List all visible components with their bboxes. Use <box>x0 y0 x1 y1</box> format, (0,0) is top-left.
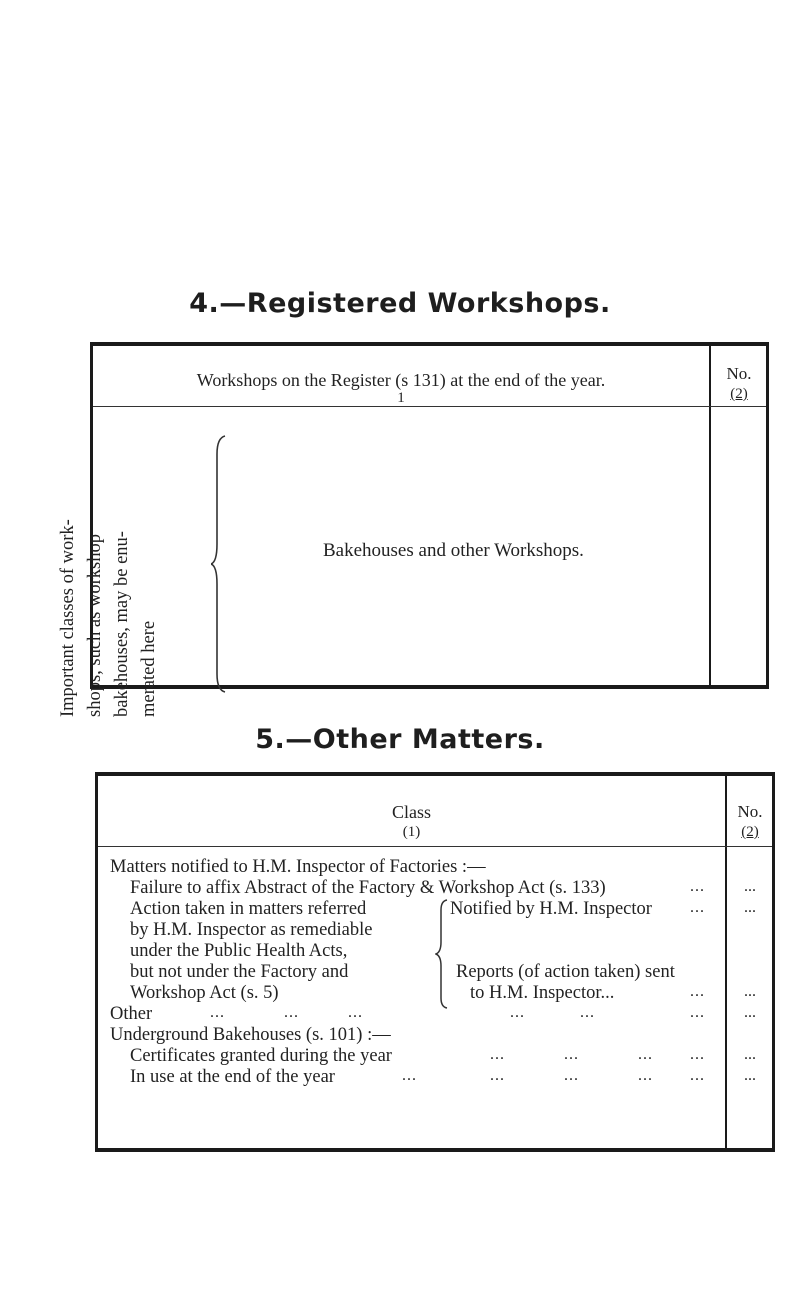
header-col1-number: 1 <box>397 390 405 406</box>
header-no: No. <box>726 364 752 383</box>
leader-dots: ... <box>690 1067 705 1084</box>
leader-dots: ... <box>690 899 705 916</box>
vertical-note-line: bakehouses, may be enu- <box>112 531 132 717</box>
leader-dots: ... <box>690 1004 705 1021</box>
leader-dots: ... <box>284 1004 299 1021</box>
brace-icon <box>435 898 451 1010</box>
header-col2-number: (2) <box>741 824 759 840</box>
header-class: Class <box>391 802 431 822</box>
row-action-taken-cont: but not under the Factory and <box>130 962 349 982</box>
registered-workshops-table <box>58 342 769 717</box>
brace-item-reports: Reports (of action taken) sent <box>456 962 675 982</box>
vertical-note <box>55 449 163 717</box>
section-4-title: 4.—Registered Workshops. <box>189 288 611 319</box>
value-in-use: ... <box>744 1067 756 1084</box>
row-action-taken: Action taken in matters referred <box>130 899 367 919</box>
brace-item-notified: Notified by H.M. Inspector <box>450 899 652 919</box>
bakehouses-row-label: Bakehouses and other Workshops. <box>323 540 584 561</box>
leader-dots: ... <box>580 1004 595 1021</box>
leader-dots: ... <box>348 1004 363 1021</box>
row-action-taken-cont: under the Public Health Acts, <box>130 941 348 961</box>
leader-dots: ... <box>510 1004 525 1021</box>
row-action-taken-cont: Workshop Act (s. 5) <box>130 983 279 1003</box>
row-certificates-granted: Certificates granted during the year <box>130 1046 392 1066</box>
brace-item-reports-cont: to H.M. Inspector... <box>470 983 615 1003</box>
brace-icon <box>211 434 241 694</box>
leader-dots: ... <box>638 1067 653 1084</box>
value-reports: ... <box>744 983 756 1000</box>
leader-dots: ... <box>402 1067 417 1084</box>
vertical-note-line: Important classes of work- <box>58 519 78 717</box>
row-matters-notified: Matters notified to H.M. Inspector of Factories :— <box>110 857 486 877</box>
value-other: ... <box>744 1004 756 1021</box>
header-workshops-on-register: Workshops on the Register (s 131) at the end of the year. <box>196 370 606 390</box>
header-divider <box>98 846 772 847</box>
leader-dots: ... <box>690 1046 705 1063</box>
leader-dots: ... <box>490 1067 505 1084</box>
leader-dots: ... <box>564 1046 579 1063</box>
value-certificates-granted: ... <box>744 1046 756 1063</box>
other-matters-table <box>95 772 775 1152</box>
value-notified: ... <box>744 899 756 916</box>
row-failure-to-affix: Failure to affix Abstract of the Factory & Workshop Act (s. 133) <box>130 878 606 898</box>
leader-dots: ... <box>490 1046 505 1063</box>
section-5-title: 5.—Other Matters. <box>255 724 545 755</box>
leader-dots: ... <box>690 983 705 1000</box>
row-underground-bakehouses: Underground Bakehouses (s. 101) :— <box>110 1025 391 1045</box>
header-no: No. <box>737 802 763 821</box>
leader-dots: ... <box>638 1046 653 1063</box>
row-action-taken-cont: by H.M. Inspector as remediable <box>130 920 373 940</box>
header-col1-number: (1) <box>402 824 421 840</box>
vertical-note-line: shops, such as workshop <box>85 534 105 717</box>
vertical-note-line: merated here <box>139 620 159 717</box>
row-in-use: In use at the end of the year <box>130 1067 335 1087</box>
leader-dots: ... <box>564 1067 579 1084</box>
leader-dots: ... <box>210 1004 225 1021</box>
value-failure-to-affix: ... <box>744 878 756 895</box>
leader-dots: ... <box>690 878 705 895</box>
header-col2-number: (2) <box>730 386 748 402</box>
row-other: Other <box>110 1004 153 1024</box>
